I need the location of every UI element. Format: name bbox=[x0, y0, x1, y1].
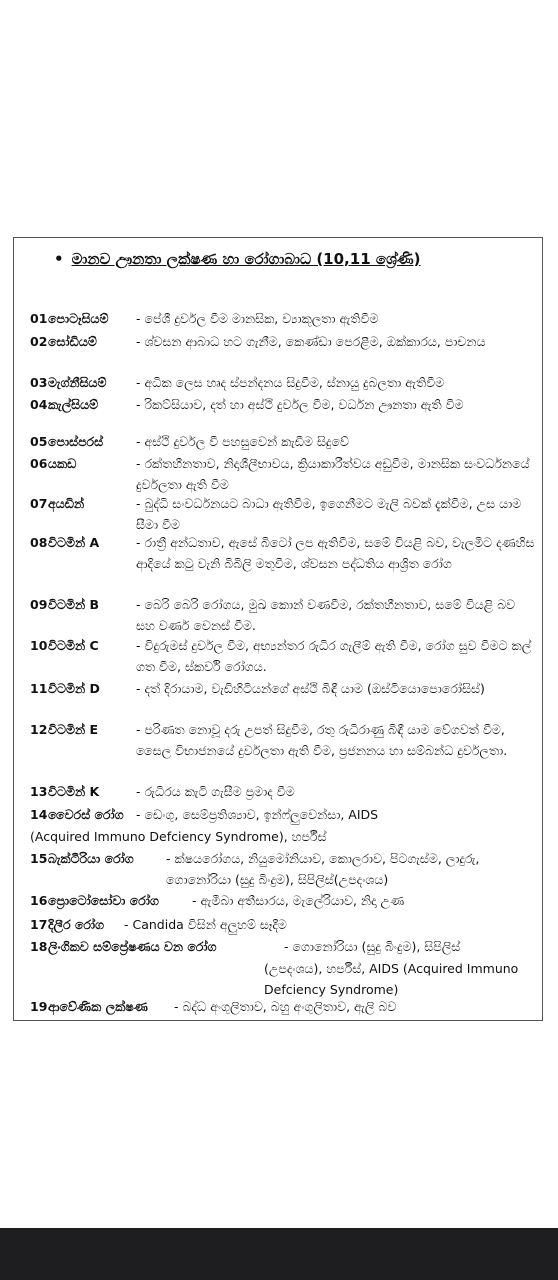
item-number: 14 bbox=[30, 807, 48, 822]
item-name: දිලීර රෝග bbox=[48, 917, 105, 932]
item-name: ආවේණික ලක්ෂණ bbox=[48, 999, 148, 1014]
item-name: පොස්පරස් bbox=[48, 434, 104, 449]
item-name: විටමින් K bbox=[48, 784, 100, 799]
item-number: 12 bbox=[30, 722, 48, 737]
item-name: විටමින් D bbox=[48, 681, 100, 696]
item-number: 19 bbox=[30, 999, 48, 1014]
item-name: යකඩ bbox=[48, 456, 77, 471]
item-description: - බුද්ධි සංවර්ධනයට බාධා ඇතිවීම, ඉගෙනීමට මැලි බවක් දැක්වීම, උස යාම සීමා වීම bbox=[136, 496, 522, 532]
item-name: විටමින් B bbox=[48, 597, 99, 612]
item-number: 01 bbox=[30, 311, 48, 326]
item-name: පොටෑසියම් bbox=[48, 311, 109, 326]
item-name: විටමින් E bbox=[48, 722, 99, 737]
document-title bbox=[54, 250, 534, 268]
item-name: විටමින් C bbox=[48, 638, 99, 653]
item-description: - විදුරුමස් දුර්වල වීම, අභ්‍යන්තර රුධිර ගැලීම් ඇති වීම, රෝග සුව වීමට කල් ගත වීම, ස්කර්වි රෝගය. bbox=[136, 638, 532, 674]
item-number: 09 bbox=[30, 597, 48, 612]
item-name: වෛරස් රෝග bbox=[48, 807, 124, 822]
item-description: - රාත්‍රී අන්ධතාව, ඇසේ බිටෝ ලප ඇතිවීම, සමේ වියළි බව, වැලමිට දණහිස ආදියේ කටු වැනි බිබිලි මතුවීම, ශ්වසන පද්ධතිය ආශ්‍රිත රෝග bbox=[136, 535, 535, 571]
item-description: - අධික ලෙස හෘද ස්පන්දනය සිදුවීම, ස්නායු දුබලතා ඇතිවීම bbox=[136, 375, 445, 390]
item-description: - රුධිරය කැටි ගැසීම ප්‍රමාද වීම bbox=[136, 784, 295, 799]
item-description: - බද්ධ අංගුලිතාව, බහු අංගුලිතාව, ඇලි බව bbox=[174, 999, 397, 1014]
item-number: 11 bbox=[30, 681, 48, 696]
item-number: 16 bbox=[30, 893, 48, 908]
item-name: ප්‍රොටෝසෝවා රෝග bbox=[48, 893, 159, 908]
item-number: 07 bbox=[30, 496, 48, 511]
item-description: - ක්ෂයරෝගය, නියුමෝනියාව, කොලරාව, පිටගැස්ම, ලාදුරු, ගොනෝරියා (සුදු බිංදුම), සිපිලිස්(උපදංශය) bbox=[166, 851, 480, 887]
item-description: - අස්ථි දුර්වල වී පහසුවෙන් කැඩීම සිදුවේ bbox=[136, 434, 349, 449]
item-number: 17 bbox=[30, 917, 48, 932]
item-name: මැග්නීසියම් bbox=[48, 375, 107, 390]
item-description: - රක්තහීනතාව, නිදාශීලීභාවය, ක්‍රියාකාරීත්වය අඩුවීම, මානසික සංවර්ධනයේ දුර්වලතා ඇති වීම bbox=[136, 456, 530, 492]
item-description: - දත් දිරායාම, වැඩිහිටියන්ගේ අස්ථි බිඳී යාම (ඔස්ටියොපොරෝසිස්) bbox=[136, 681, 485, 696]
item-description: - ශ්වසන ආබාධ හට ගැනීම, කෙණ්ඩා පෙරළීම, ඔක්කාරය, පාචනය bbox=[136, 334, 486, 349]
item-description: - පේශී දුර්වල වීම මානසික, ව්‍යාකූලතා ඇතිවීම bbox=[136, 311, 379, 326]
item-name: විටමින් A bbox=[48, 535, 100, 550]
item-number: 10 bbox=[30, 638, 48, 653]
item-description: - පරිණත නොවූ දරු උපත් සිදුවීම, රතු රුධිරාණු බිඳී යාම වේගවත් වීම, සෛල විභාජනයේ දුර්වලතා ඇති වීම, ප්‍රජනනය හා සම්බන්ධ දුර්වලතා. bbox=[136, 722, 508, 758]
item-number: 06 bbox=[30, 456, 48, 471]
item-name: කැල්සියම් bbox=[48, 397, 99, 412]
item-number: 02 bbox=[30, 334, 48, 349]
item-number: 03 bbox=[30, 375, 48, 390]
item-name: අයඩින් bbox=[48, 496, 85, 511]
item-description: - බෙරි බෙරි රෝගය, මුඛ කොන් වණවීම, රක්තහීනතාව, සමේ වියළි බව සහ වර්ණ වෙනස් වීම. bbox=[136, 597, 516, 633]
item-number: 13 bbox=[30, 784, 48, 799]
top-margin bbox=[0, 0, 558, 38]
item-name: ලිංගිකව සම්ප්‍රේෂණය වන රෝග bbox=[48, 939, 217, 954]
item-description: - ඇමීබා අතීසාරය, මැලේරියාව, නිදා උණ bbox=[192, 893, 405, 908]
item-number: 15 bbox=[30, 851, 48, 866]
item-description: - Candida විසින් අලුහම් සෑදීම bbox=[124, 917, 287, 932]
item-description: - ගොනෝරියා (සුදු බිංදුම), සිපිලිස් bbox=[284, 939, 461, 954]
item-name: බැක්ටීරියා රෝග bbox=[48, 851, 134, 866]
item-description: - රිකට්සියාව, දත් හා අස්ථි දුර්වල වීම, වර්ධන ඌනතා ඇති වීම bbox=[136, 397, 464, 412]
bullet-icon: • bbox=[54, 250, 64, 268]
document-image bbox=[13, 237, 543, 1021]
item-number: 05 bbox=[30, 434, 48, 449]
item-number: 18 bbox=[30, 939, 48, 954]
item-description-continued: (උපදංශය), හර්පීස්, AIDS (Acquired Immuno Defciency Syndrome) bbox=[264, 961, 519, 997]
navigation-bar bbox=[0, 1228, 558, 1280]
item-number: 08 bbox=[30, 535, 48, 550]
item-name: සෝඩියම් bbox=[48, 334, 97, 349]
item-description-continued: (Acquired Immuno Defciency Syndrome), හර්පීස් bbox=[30, 829, 327, 844]
item-description: - ඩෙංගු, සෙම්ප්‍රතිශ්‍යාව, ඉන්ෆ්ලුවෙන්සා, AIDS bbox=[136, 807, 379, 822]
title-text: මානව ඌනතා ලක්ෂණ හා රෝගාබාධ (10,11 ශ්‍රේණි) bbox=[71, 250, 421, 268]
item-number: 04 bbox=[30, 397, 48, 412]
